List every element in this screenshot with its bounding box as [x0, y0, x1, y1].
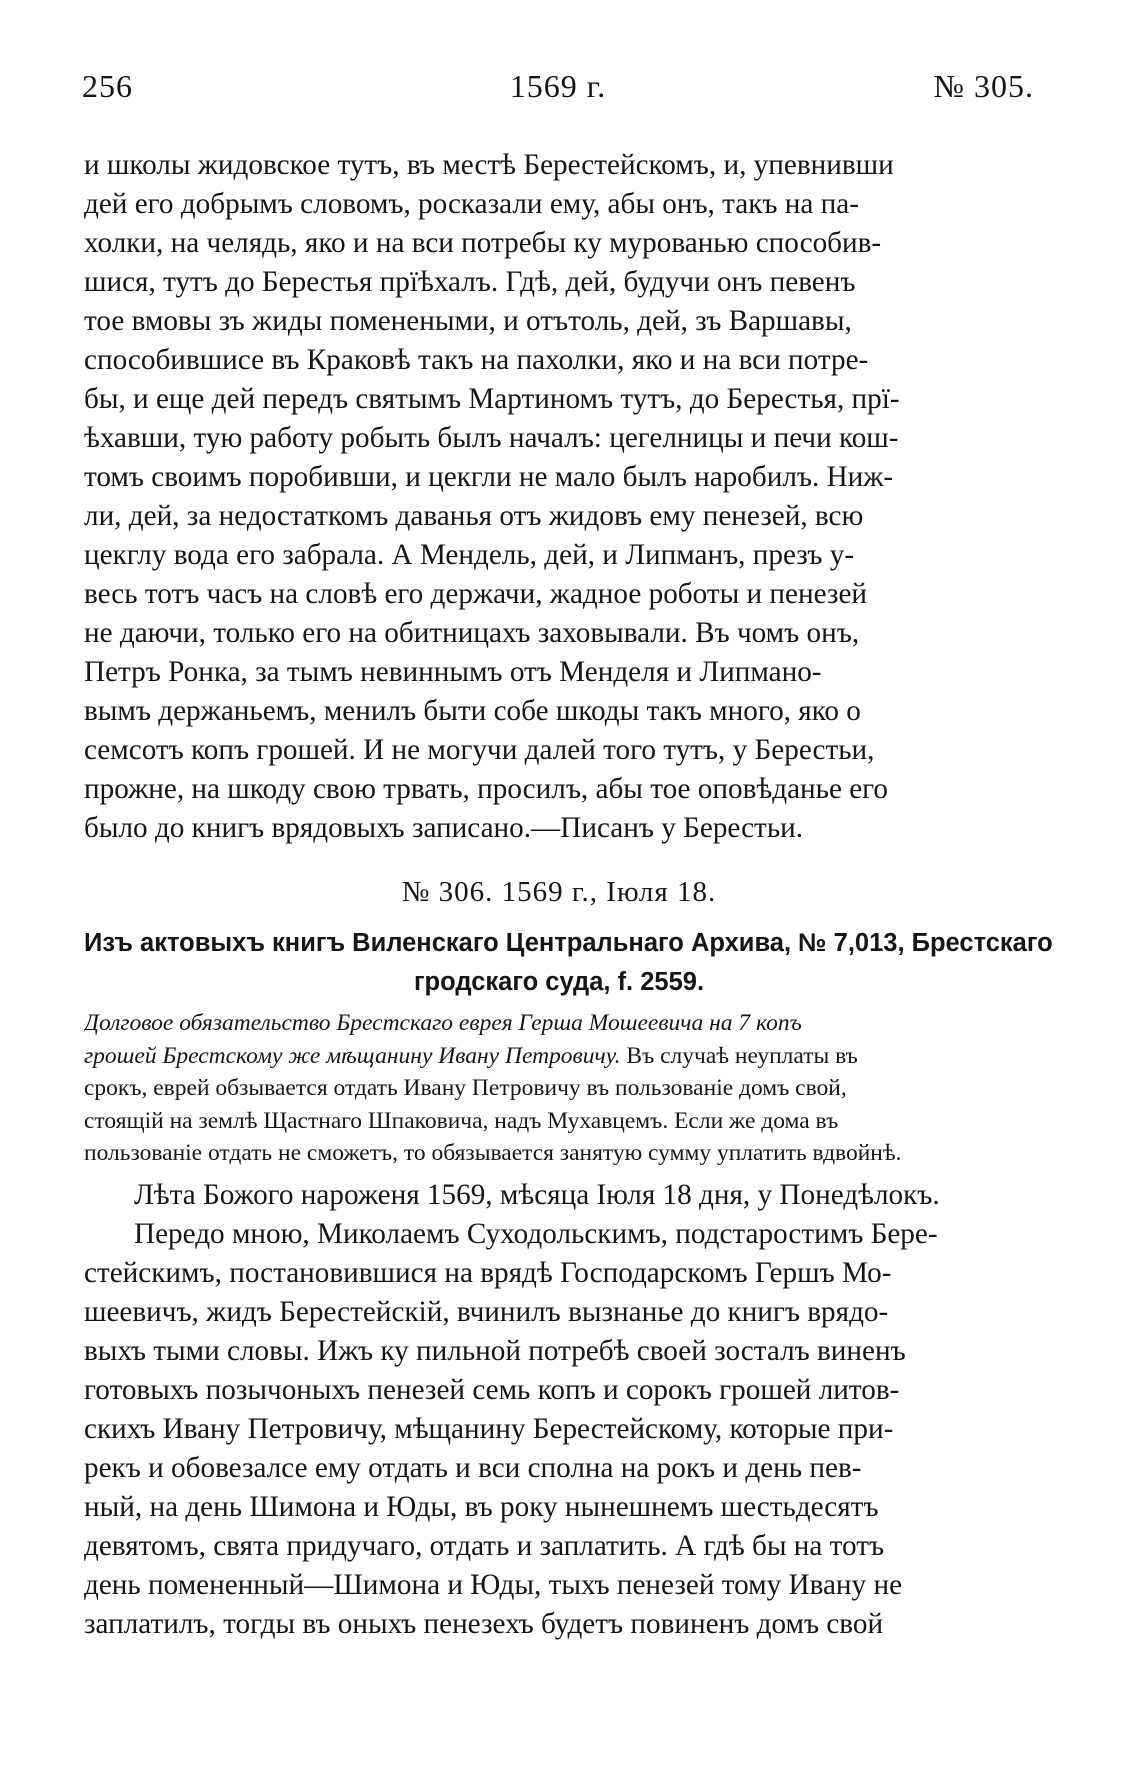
- text-line: рекъ и обовезалсе ему отдать и вси сполна на рокъ и день пев-: [84, 1452, 862, 1484]
- text-line: стейскимъ, постановившися на врядѣ Господарскомъ Гершъ Мо-: [84, 1257, 892, 1289]
- text-line: семсотъ копъ грошей. И не могучи далей того тутъ, у Берестьи,: [84, 734, 875, 766]
- page-number: 256: [82, 68, 133, 104]
- text-line: готовыхъ позычоныхъ пенезей семь копъ и сорокъ грошей литов-: [84, 1374, 900, 1406]
- document-heading: № 306. 1569 г., Iюля 18.: [401, 876, 717, 908]
- page-header: [82, 68, 1034, 108]
- text-line: выхъ тыми словы. Ижъ ку пильной потребѣ своей зосталъ виненъ: [84, 1335, 906, 1367]
- text-line: шися, тутъ до Берестья прїѣхалъ. Гдѣ, дей, будучи онъ певенъ: [84, 266, 856, 298]
- text-line: не даючи, только его на обитницахъ заховывали. Въ чомъ онъ,: [84, 617, 860, 649]
- summary-line: срокъ, еврей обзывается отдать Ивану Петровичу въ пользованіе домъ свой,: [84, 1075, 847, 1101]
- summary-italic: Долговое обязательство Брестскаго еврея Герша Мошеевича на 7 копъ: [84, 1010, 802, 1036]
- text-line: ный, на день Шимона и Юды, въ року нынешнемъ шестьдесятъ: [84, 1491, 879, 1523]
- text-line: было до книгъ врядовыхъ записано.—Писанъ у Берестьи.: [84, 812, 804, 844]
- text-line: и школы жидовское тутъ, въ местѣ Берестейскомъ, и, упевнивши: [84, 149, 894, 181]
- text-line: цекглу вода его забрала. А Мендель, дей, и Липманъ, презъ у-: [84, 539, 855, 571]
- document-summary: [84, 1007, 1034, 1170]
- text-line: бы, и еще дей передъ святымъ Мартиномъ тутъ, до Берестья, прї-: [84, 383, 900, 415]
- header-year: 1569 г.: [509, 68, 607, 104]
- continued-document-text: [84, 146, 1034, 848]
- text-line: вымъ держаньемъ, менилъ быти собе шкоды такъ много, яко о: [84, 695, 861, 727]
- text-line: весь тотъ часъ на словѣ его держачи, жадное роботы и пенезей: [84, 578, 868, 610]
- text-line: заплатилъ, тогды въ оныхъ пенезехъ будетъ повиненъ домъ свой: [84, 1608, 884, 1640]
- source-line: гродскаго суда, f. 2559.: [413, 968, 705, 996]
- summary-line: [84, 1040, 1034, 1073]
- summary-italic: грошей Брестскому же мѣщанину Ивану Петровичу.: [84, 1042, 621, 1069]
- text-line: день помененный—Шимона и Юды, тыхъ пенезей тому Ивану не: [84, 1569, 903, 1601]
- text-line: Петръ Ронка, за тымъ невиннымъ отъ Менделя и Липмано-: [84, 656, 822, 688]
- text-line: способившисе въ Краковѣ такъ на пахолки, яко и на вси потре-: [84, 344, 869, 376]
- text-line: Передо мною, Миколаемъ Суходольскимъ, подстаростимъ Бере-: [134, 1218, 938, 1250]
- summary-plain: Въ случаѣ неуплаты въ: [626, 1042, 858, 1069]
- text-line: дей его добрымъ словомъ, росказали ему, абы онъ, такъ на па-: [84, 188, 859, 220]
- text-line: тое вмовы зъ жиды поменеными, и отътоль, дей, зъ Варшавы,: [84, 305, 852, 337]
- summary-line: [84, 1007, 1034, 1040]
- text-line: томъ своимъ поробивши, и цекгли не мало былъ наробилъ. Ниж-: [84, 461, 894, 493]
- header-document-number: № 305.: [933, 68, 1034, 104]
- text-line: ли, дей, за недостаткомъ даванья отъ жидовъ ему пенезей, всю: [84, 500, 864, 532]
- date-line: Лѣта Божого нароженя 1569, мѣсяца Iюля 18 дня, у Понедѣлокъ.: [134, 1179, 940, 1211]
- text-line: скихъ Ивану Петровичу, мѣщанину Берестейскому, которые при-: [84, 1413, 894, 1445]
- text-line: холки, на челядь, яко и на вси потребы ку мурованью способив-: [84, 227, 882, 259]
- text-line: девятомъ, свята придучаго, отдать и заплатить. А гдѣ бы на тотъ: [84, 1530, 885, 1562]
- text-line: ѣхавши, тую работу робыть былъ началъ: цегелницы и печи кош-: [84, 422, 899, 454]
- source-line: Изъ актовыхъ книгъ Виленскаго Центральнаго Архива, № 7,013, Брестскаго: [84, 929, 1053, 957]
- archive-source: [84, 924, 1053, 1002]
- text-line: шеевичъ, жидъ Берестейскій, вчинилъ вызнанье до книгъ врядо-: [84, 1296, 889, 1328]
- summary-line: пользованіе отдать не сможетъ, то обязывается занятую сумму уплатить вдвойнѣ.: [84, 1140, 902, 1166]
- summary-line: стоящій на землѣ Щастнаго Шпаковича, надъ Мухавцемъ. Если же дома въ: [84, 1107, 839, 1134]
- text-line: прожне, на шкоду свою трвать, просилъ, абы тое оповѣданье его: [84, 773, 889, 805]
- document-text: [84, 1176, 1034, 1644]
